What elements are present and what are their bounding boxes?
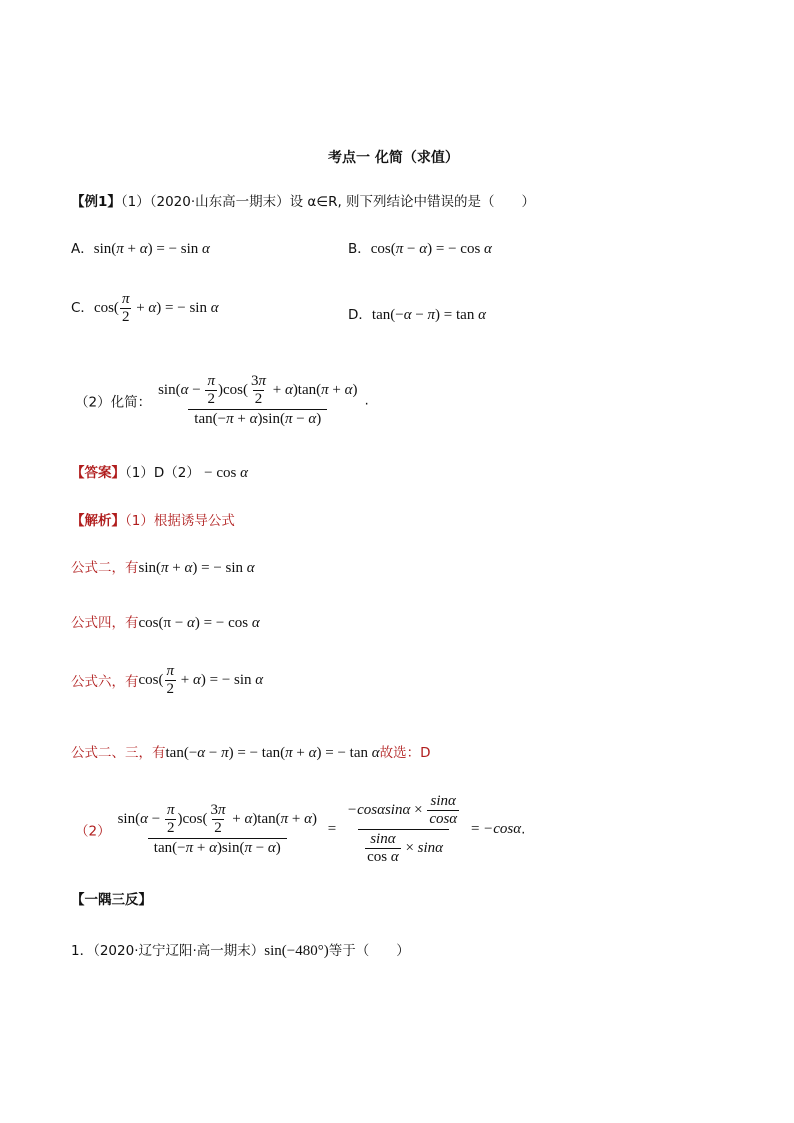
option-c <box>71 291 219 326</box>
example-label: 【例1】 <box>71 194 121 210</box>
formula-six-expr: cos( $\frac{\pi}{2}$ + α) = − sin α <box>138 663 264 697</box>
option-d-label: D． <box>348 307 372 323</box>
formula-four-label: 公式四，有 <box>71 615 139 631</box>
option-b-formula: cos(π − α) = − cos α <box>370 241 492 257</box>
example-q1-text: （1）（2020·山东高一期末）设 α∈R, 则下列结论中错误的是（ ） <box>120 194 536 210</box>
answer-formula: − cos α <box>204 465 248 481</box>
option-b <box>348 237 492 258</box>
option-a <box>71 237 210 258</box>
solution-two-label: （2） <box>75 823 111 840</box>
q2-expression: sin(α − $\frac{\pi}{2}$ )cos( $\frac{3\pi}{2}$ + α)tan(π + α) tan(−π + α)sin(π − α) <box>158 373 358 427</box>
solution-result: = −cosα <box>467 821 522 837</box>
practice-q1-text: 1．（2020·辽宁辽阳·高一期末） <box>71 943 265 959</box>
practice-label: 【一隅三反】 <box>71 892 152 908</box>
formula-two-three-line <box>71 741 431 762</box>
option-d <box>348 303 486 324</box>
option-a-formula: sin(π + α) = − sin α <box>93 241 210 257</box>
solution-lhs: sin(α − $\frac{\pi}{2}$ )cos( $\frac{3\pi}{2}$ + α)tan(π + α) tan(−π + α)sin(π − α) <box>117 802 317 856</box>
formula-two-line <box>71 556 255 577</box>
option-b-label: B． <box>348 241 371 257</box>
option-c-label: C． <box>71 299 94 316</box>
formula-two-three-label: 公式二、三，有 <box>71 745 166 761</box>
q2-intro: （2）化简： <box>75 394 152 411</box>
formula-two-expr: sin(π + α) = − sin α <box>138 560 255 576</box>
answer-line <box>71 461 248 482</box>
answer-label: 【答案】 <box>71 465 125 481</box>
choose-text: 故选：D <box>379 745 431 761</box>
example-question-2: （2）化简： sin(α − $\frac{\pi}{2}$ )cos( $\frac{3\pi}{2}$ + α)tan(π + α) tan(−π + α)sin(π − α) . <box>75 373 369 427</box>
formula-four-expr: cos(π − α) = − cos α <box>138 615 260 631</box>
example-question-1 <box>71 190 535 210</box>
analysis-text: （1）根据诱导公式 <box>125 513 235 529</box>
practice-q1-expr: sin(−480°) <box>264 943 329 959</box>
analysis-line <box>71 509 235 529</box>
solution-middle: −cosαsinα × $\frac{\sin\alpha}{\cos\alpha}$ $\frac{\sin\alpha}{\text{cos α}}$ × sinα <box>346 793 458 865</box>
option-d-formula: tan(−α − π) = tan α <box>371 307 486 323</box>
formula-two-label: 公式二，有 <box>71 560 139 576</box>
option-a-label: A． <box>71 241 94 257</box>
solution-two: （2） sin(α − $\frac{\pi}{2}$ )cos( $\frac{3\pi}{2}$ + α)tan(π + α) tan(−π + α)sin(π − α) = −cosαsinα × $\frac{\sin\alpha}{\cos\alpha}$ $\frac{\sin\alpha}{\text{cos α}}$ × sinα = −cosα. <box>75 793 526 865</box>
section-title: 考点一 化简（求值） <box>328 150 459 166</box>
formula-two-three-expr: tan(−α − π) = − tan(π + α) = − tan α <box>165 745 380 761</box>
formula-four-line <box>71 611 260 632</box>
practice-question-1 <box>71 939 410 960</box>
option-c-formula: cos( $\frac{\pi}{2}$ + α) = − sin α <box>93 291 219 325</box>
formula-six-line <box>71 663 263 698</box>
answer-text: （1）D（2） <box>125 465 200 481</box>
practice-q1-tail: 等于（ ） <box>328 943 410 959</box>
formula-six-label: 公式六，有 <box>71 673 139 690</box>
analysis-label: 【解析】 <box>71 513 125 529</box>
